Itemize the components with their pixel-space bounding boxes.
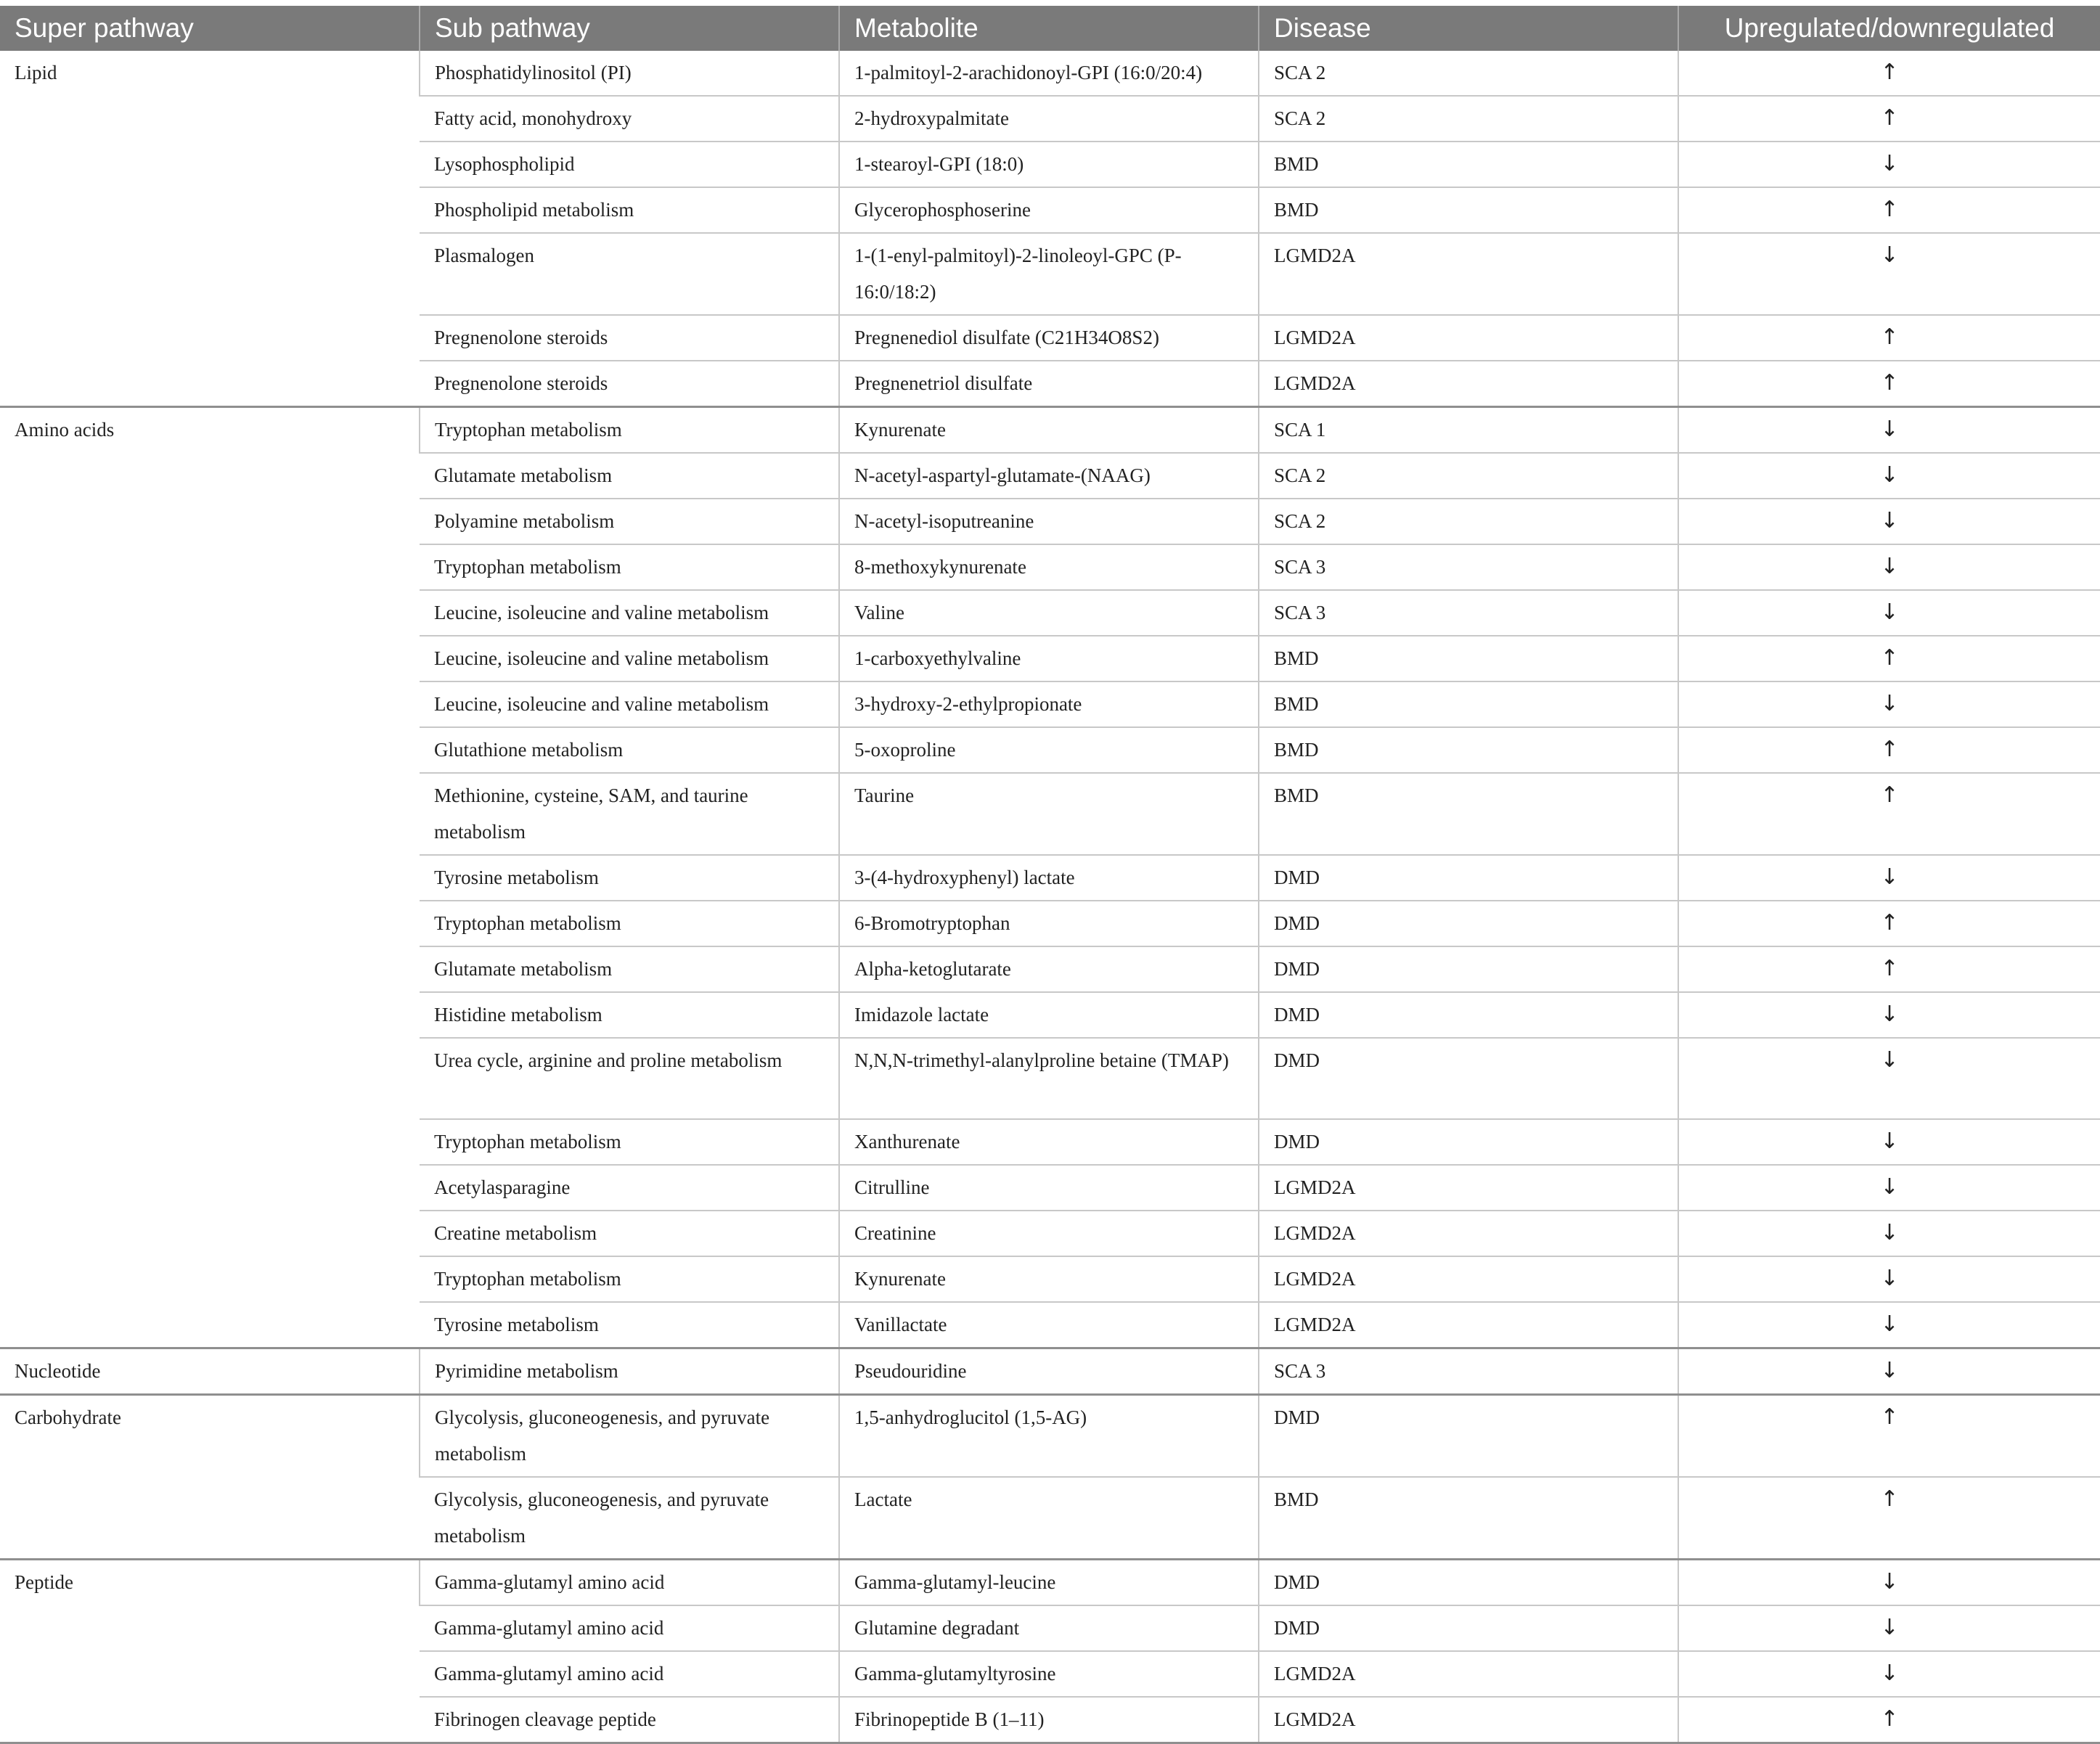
sub-pathway-cell: Gamma-glutamyl amino acid: [420, 1651, 839, 1697]
direction-cell: ↓: [1678, 1651, 2100, 1697]
header-metabolite: Metabolite: [839, 6, 1259, 51]
direction-cell: ↓: [1678, 590, 2100, 636]
table-body: [0, 51, 2100, 1743]
direction-cell: ↓: [1678, 1165, 2100, 1211]
metabolite-cell: N-acetyl-aspartyl-glutamate-(NAAG): [839, 453, 1259, 499]
table-header: [0, 6, 2100, 51]
metabolite-cell: Gamma-glutamyltyrosine: [839, 1651, 1259, 1697]
sub-pathway-cell: Leucine, isoleucine and valine metabolism: [420, 636, 839, 681]
super-pathway-cell: Lipid: [0, 51, 420, 407]
sub-pathway-cell: Glutathione metabolism: [420, 727, 839, 773]
sub-pathway-cell: Glycolysis, gluconeogenesis, and pyruvate metabolism: [420, 1395, 839, 1478]
direction-cell: ↓: [1678, 1256, 2100, 1302]
sub-pathway-cell: Pregnenolone steroids: [420, 361, 839, 407]
sub-pathway-cell: Methionine, cysteine, SAM, and taurine metabolism: [420, 773, 839, 855]
disease-cell: DMD: [1259, 1560, 1678, 1606]
metabolite-cell: Imidazole lactate: [839, 992, 1259, 1038]
direction-cell: ↓: [1678, 544, 2100, 590]
table-row: [0, 407, 2100, 454]
disease-cell: SCA 2: [1259, 96, 1678, 142]
sub-pathway-cell: Pregnenolone steroids: [420, 315, 839, 361]
sub-pathway-cell: Tryptophan metabolism: [420, 1119, 839, 1165]
direction-cell: ↓: [1678, 1038, 2100, 1119]
header-direction: Upregulated/downregulated: [1678, 6, 2100, 51]
disease-cell: SCA 2: [1259, 499, 1678, 544]
sub-pathway-cell: Gamma-glutamyl amino acid: [420, 1605, 839, 1651]
disease-cell: DMD: [1259, 1038, 1678, 1119]
sub-pathway-cell: Fatty acid, monohydroxy: [420, 96, 839, 142]
disease-cell: DMD: [1259, 946, 1678, 992]
direction-cell: ↑: [1678, 901, 2100, 946]
disease-cell: SCA 3: [1259, 544, 1678, 590]
direction-cell: ↓: [1678, 407, 2100, 454]
sub-pathway-cell: Tryptophan metabolism: [420, 407, 839, 454]
metabolite-cell: N-acetyl-isoputreanine: [839, 499, 1259, 544]
metabolite-cell: 1-carboxyethylvaline: [839, 636, 1259, 681]
direction-cell: ↑: [1678, 187, 2100, 233]
disease-cell: DMD: [1259, 992, 1678, 1038]
sub-pathway-cell: Histidine metabolism: [420, 992, 839, 1038]
metabolite-cell: Creatinine: [839, 1211, 1259, 1256]
metabolite-cell: Citrulline: [839, 1165, 1259, 1211]
disease-cell: LGMD2A: [1259, 1302, 1678, 1348]
disease-cell: DMD: [1259, 901, 1678, 946]
direction-cell: ↓: [1678, 1348, 2100, 1395]
disease-cell: BMD: [1259, 773, 1678, 855]
sub-pathway-cell: Gamma-glutamyl amino acid: [420, 1560, 839, 1606]
table-row: [0, 1560, 2100, 1606]
metabolite-cell: 1-palmitoyl-2-arachidonoyl-GPI (16:0/20:4): [839, 51, 1259, 96]
direction-cell: ↑: [1678, 1395, 2100, 1478]
disease-cell: BMD: [1259, 187, 1678, 233]
direction-cell: ↓: [1678, 1560, 2100, 1606]
metabolite-cell: 3-(4-hydroxyphenyl) lactate: [839, 855, 1259, 901]
sub-pathway-cell: Leucine, isoleucine and valine metabolism: [420, 681, 839, 727]
disease-cell: BMD: [1259, 142, 1678, 187]
disease-cell: BMD: [1259, 727, 1678, 773]
sub-pathway-cell: Leucine, isoleucine and valine metabolism: [420, 590, 839, 636]
metabolite-cell: 8-methoxykynurenate: [839, 544, 1259, 590]
disease-cell: LGMD2A: [1259, 1256, 1678, 1302]
header-sub-pathway: Sub pathway: [420, 6, 839, 51]
table-row: [0, 51, 2100, 96]
sub-pathway-cell: Fibrinogen cleavage peptide: [420, 1697, 839, 1743]
sub-pathway-cell: Acetylasparagine: [420, 1165, 839, 1211]
sub-pathway-cell: Pyrimidine metabolism: [420, 1348, 839, 1395]
direction-cell: ↓: [1678, 1302, 2100, 1348]
metabolite-cell: 6-Bromotryptophan: [839, 901, 1259, 946]
disease-cell: DMD: [1259, 855, 1678, 901]
metabolite-cell: N,N,N-trimethyl-alanylproline betaine (TMAP): [839, 1038, 1259, 1119]
metabolite-cell: Pregnenediol disulfate (C21H34O8S2): [839, 315, 1259, 361]
metabolite-cell: Pregnenetriol disulfate: [839, 361, 1259, 407]
disease-cell: SCA 3: [1259, 590, 1678, 636]
metabolite-cell: 1-stearoyl-GPI (18:0): [839, 142, 1259, 187]
disease-cell: LGMD2A: [1259, 361, 1678, 407]
disease-cell: LGMD2A: [1259, 1211, 1678, 1256]
disease-cell: BMD: [1259, 1477, 1678, 1560]
metabolite-cell: Xanthurenate: [839, 1119, 1259, 1165]
disease-cell: SCA 3: [1259, 1348, 1678, 1395]
direction-cell: ↑: [1678, 773, 2100, 855]
metabolite-cell: Taurine: [839, 773, 1259, 855]
metabolite-cell: 2-hydroxypalmitate: [839, 96, 1259, 142]
metabolite-cell: 1,5-anhydroglucitol (1,5-AG): [839, 1395, 1259, 1478]
super-pathway-cell: Amino acids: [0, 407, 420, 1348]
disease-cell: LGMD2A: [1259, 233, 1678, 315]
super-pathway-cell: Nucleotide: [0, 1348, 420, 1395]
metabolite-cell: Lactate: [839, 1477, 1259, 1560]
metabolite-cell: Valine: [839, 590, 1259, 636]
metabolite-cell: Glutamine degradant: [839, 1605, 1259, 1651]
direction-cell: ↓: [1678, 1119, 2100, 1165]
direction-cell: ↑: [1678, 636, 2100, 681]
header-row: [0, 6, 2100, 51]
metabolite-cell: 1-(1-enyl-palmitoyl)-2-linoleoyl-GPC (P-16:0/18:2): [839, 233, 1259, 315]
direction-cell: ↑: [1678, 946, 2100, 992]
metabolite-cell: Gamma-glutamyl-leucine: [839, 1560, 1259, 1606]
disease-cell: LGMD2A: [1259, 1697, 1678, 1743]
direction-cell: ↑: [1678, 51, 2100, 96]
direction-cell: ↑: [1678, 1697, 2100, 1743]
disease-cell: BMD: [1259, 681, 1678, 727]
sub-pathway-cell: Urea cycle, arginine and proline metabolism: [420, 1038, 839, 1119]
sub-pathway-cell: Creatine metabolism: [420, 1211, 839, 1256]
direction-cell: ↓: [1678, 992, 2100, 1038]
metabolite-cell: Glycerophosphoserine: [839, 187, 1259, 233]
metabolite-cell: Vanillactate: [839, 1302, 1259, 1348]
sub-pathway-cell: Tryptophan metabolism: [420, 544, 839, 590]
metabolite-cell: Fibrinopeptide B (1–11): [839, 1697, 1259, 1743]
disease-cell: SCA 2: [1259, 51, 1678, 96]
sub-pathway-cell: Tyrosine metabolism: [420, 855, 839, 901]
direction-cell: ↓: [1678, 453, 2100, 499]
metabolite-cell: Pseudouridine: [839, 1348, 1259, 1395]
sub-pathway-cell: Glutamate metabolism: [420, 946, 839, 992]
disease-cell: DMD: [1259, 1605, 1678, 1651]
disease-cell: LGMD2A: [1259, 1651, 1678, 1697]
sub-pathway-cell: Lysophospholipid: [420, 142, 839, 187]
disease-cell: LGMD2A: [1259, 1165, 1678, 1211]
sub-pathway-cell: Tryptophan metabolism: [420, 901, 839, 946]
metabolite-cell: Kynurenate: [839, 407, 1259, 454]
sub-pathway-cell: Glutamate metabolism: [420, 453, 839, 499]
direction-cell: ↓: [1678, 1211, 2100, 1256]
super-pathway-cell: Peptide: [0, 1560, 420, 1743]
disease-cell: LGMD2A: [1259, 315, 1678, 361]
direction-cell: ↓: [1678, 499, 2100, 544]
sub-pathway-cell: Phospholipid metabolism: [420, 187, 839, 233]
direction-cell: ↑: [1678, 361, 2100, 407]
direction-cell: ↑: [1678, 727, 2100, 773]
direction-cell: ↓: [1678, 233, 2100, 315]
metabolite-cell: Kynurenate: [839, 1256, 1259, 1302]
direction-cell: ↓: [1678, 142, 2100, 187]
direction-cell: ↓: [1678, 1605, 2100, 1651]
metabolite-cell: 5-oxoproline: [839, 727, 1259, 773]
disease-cell: DMD: [1259, 1395, 1678, 1478]
metabolite-table: [0, 6, 2100, 1744]
header-disease: Disease: [1259, 6, 1678, 51]
sub-pathway-cell: Phosphatidylinositol (PI): [420, 51, 839, 96]
sub-pathway-cell: Polyamine metabolism: [420, 499, 839, 544]
header-super-pathway: Super pathway: [0, 6, 420, 51]
metabolite-cell: 3-hydroxy-2-ethylpropionate: [839, 681, 1259, 727]
super-pathway-cell: Carbohydrate: [0, 1395, 420, 1560]
metabolite-cell: Alpha-ketoglutarate: [839, 946, 1259, 992]
direction-cell: ↓: [1678, 855, 2100, 901]
direction-cell: ↑: [1678, 1477, 2100, 1560]
direction-cell: ↓: [1678, 681, 2100, 727]
sub-pathway-cell: Tyrosine metabolism: [420, 1302, 839, 1348]
disease-cell: SCA 1: [1259, 407, 1678, 454]
table-row: [0, 1348, 2100, 1395]
sub-pathway-cell: Plasmalogen: [420, 233, 839, 315]
disease-cell: DMD: [1259, 1119, 1678, 1165]
direction-cell: ↑: [1678, 96, 2100, 142]
direction-cell: ↑: [1678, 315, 2100, 361]
table-row: [0, 1395, 2100, 1478]
sub-pathway-cell: Tryptophan metabolism: [420, 1256, 839, 1302]
disease-cell: SCA 2: [1259, 453, 1678, 499]
disease-cell: BMD: [1259, 636, 1678, 681]
sub-pathway-cell: Glycolysis, gluconeogenesis, and pyruvate metabolism: [420, 1477, 839, 1560]
